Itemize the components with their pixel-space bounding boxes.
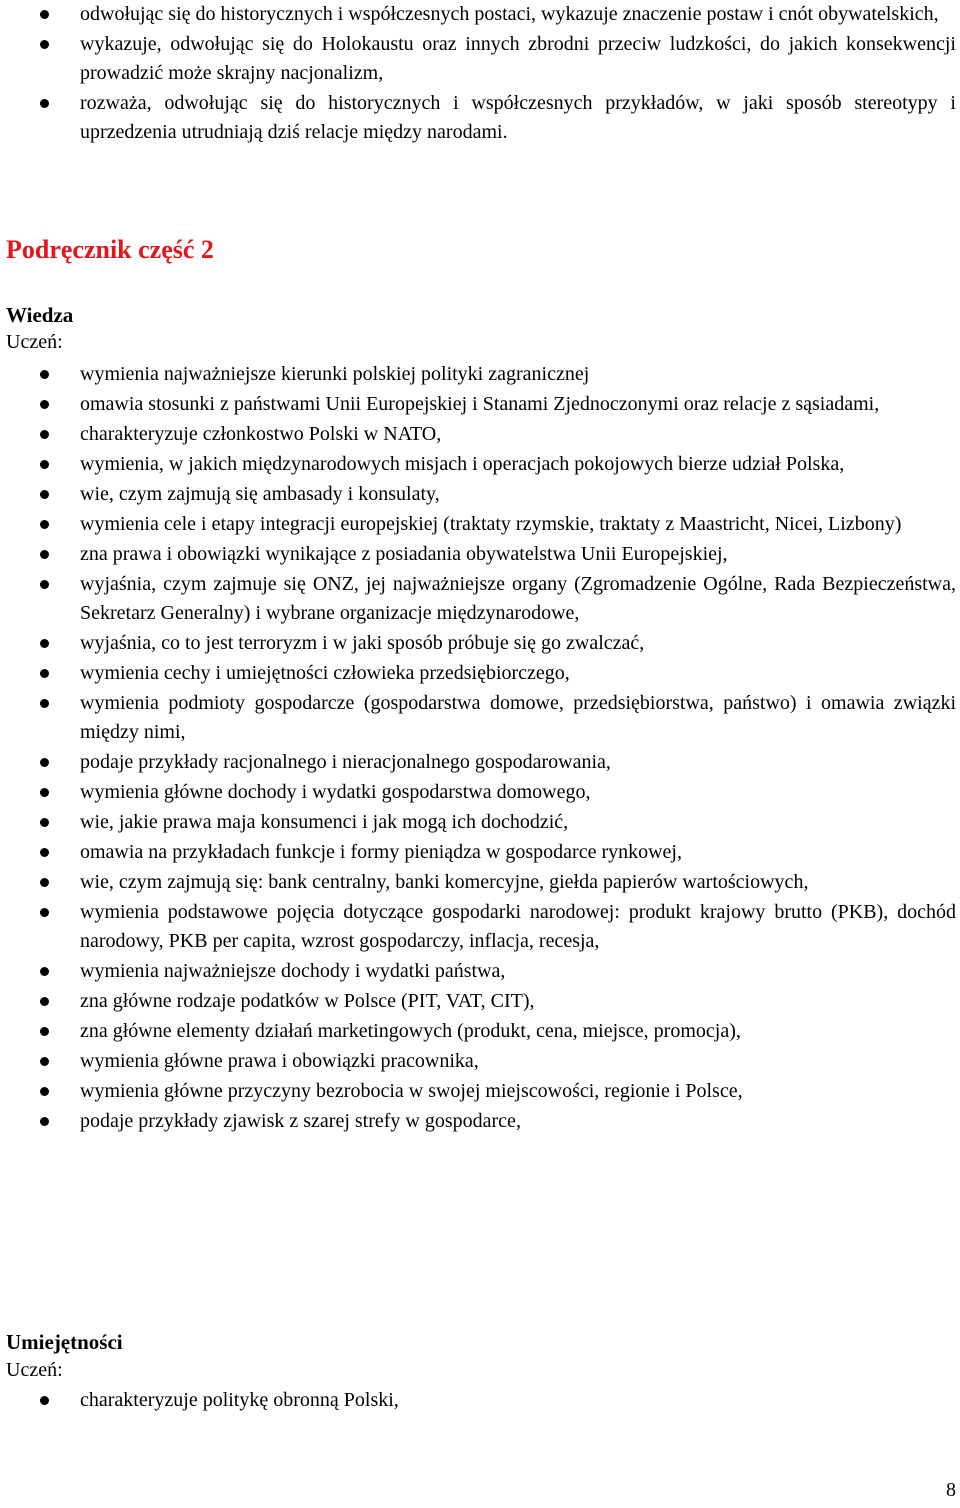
list-item: zna główne rodzaje podatków w Polsce (PIT, VAT, CIT),	[0, 987, 960, 1016]
list-item: zna główne elementy działań marketingowych (produkt, cena, miejsce, promocja),	[0, 1017, 960, 1046]
list-item: wymienia najważniejsze kierunki polskiej polityki zagranicznej	[0, 360, 960, 389]
list-item: wie, jakie prawa maja konsumenci i jak mogą ich dochodzić,	[0, 808, 960, 837]
list-item: wymienia cele i etapy integracji europejskiej (traktaty rzymskie, traktaty z Maastricht, Nicei, Lizbony)	[0, 510, 960, 539]
knowledge-list	[0, 360, 960, 1137]
list-item: wyjaśnia, co to jest terroryzm i w jaki sposób próbuje się go zwalczać,	[0, 629, 960, 658]
list-item: podaje przykłady racjonalnego i nieracjonalnego gospodarowania,	[0, 748, 960, 777]
knowledge-heading: Wiedza	[6, 303, 74, 327]
list-item: wymienia najważniejsze dochody i wydatki państwa,	[0, 957, 960, 986]
student-label: Uczeń:	[6, 331, 63, 353]
list-item: rozważa, odwołując się do historycznych i współczesnych przykładów, w jaki sposób stereotypy i uprzedzenia utrudniają dziś relacje między narodami.	[0, 89, 960, 147]
list-item: wymienia podstawowe pojęcia dotyczące gospodarki narodowej: produkt krajowy brutto (PKB), dochód narodowy, PKB per capita, wzrost gospodarczy, inflacja, recesja,	[0, 898, 960, 956]
list-item: charakteryzuje politykę obronną Polski,	[0, 1386, 960, 1415]
list-item: wymienia cechy i umiejętności człowieka przedsiębiorczego,	[0, 659, 960, 688]
page-number: 8	[946, 1479, 956, 1501]
list-item: wyjaśnia, czym zajmuje się ONZ, jej najważniejsze organy (Zgromadzenie Ogólne, Rada Bezpieczeństwa, Sekretarz Generalny) i wybrane organizacje międzynarodowe,	[0, 570, 960, 628]
intro-bullet-list	[0, 0, 960, 148]
list-item: wymienia główne dochody i wydatki gospodarstwa domowego,	[0, 778, 960, 807]
student-label: Uczeń:	[6, 1359, 63, 1381]
list-item: omawia stosunki z państwami Unii Europejskiej i Stanami Zjednoczonymi oraz relacje z sąsiadami,	[0, 390, 960, 419]
section-title: Podręcznik część 2	[6, 235, 214, 264]
list-item: wymienia podmioty gospodarcze (gospodarstwa domowe, przedsiębiorstwa, państwo) i omawia związki między nimi,	[0, 689, 960, 747]
list-item: wie, czym zajmują się: bank centralny, banki komercyjne, giełda papierów wartościowych,	[0, 868, 960, 897]
list-item: odwołując się do historycznych i współczesnych postaci, wykazuje znaczenie postaw i cnót obywatelskich,	[0, 0, 960, 29]
list-item: zna prawa i obowiązki wynikające z posiadania obywatelstwa Unii Europejskiej,	[0, 540, 960, 569]
list-item: wymienia główne prawa i obowiązki pracownika,	[0, 1047, 960, 1076]
list-item: wykazuje, odwołując się do Holokaustu oraz innych zbrodni przeciw ludzkości, do jakich konsekwencji prowadzić może skrajny nacjonalizm,	[0, 30, 960, 88]
list-item: wie, czym zajmują się ambasady i konsulaty,	[0, 480, 960, 509]
skills-list	[0, 1386, 960, 1416]
list-item: omawia na przykładach funkcje i formy pieniądza w gospodarce rynkowej,	[0, 838, 960, 867]
list-item: podaje przykłady zjawisk z szarej strefy w gospodarce,	[0, 1107, 960, 1136]
list-item: wymienia, w jakich międzynarodowych misjach i operacjach pokojowych bierze udział Polska,	[0, 450, 960, 479]
list-item: wymienia główne przyczyny bezrobocia w swojej miejscowości, regionie i Polsce,	[0, 1077, 960, 1106]
skills-heading: Umiejętności	[6, 1330, 123, 1354]
list-item: charakteryzuje członkostwo Polski w NATO,	[0, 420, 960, 449]
